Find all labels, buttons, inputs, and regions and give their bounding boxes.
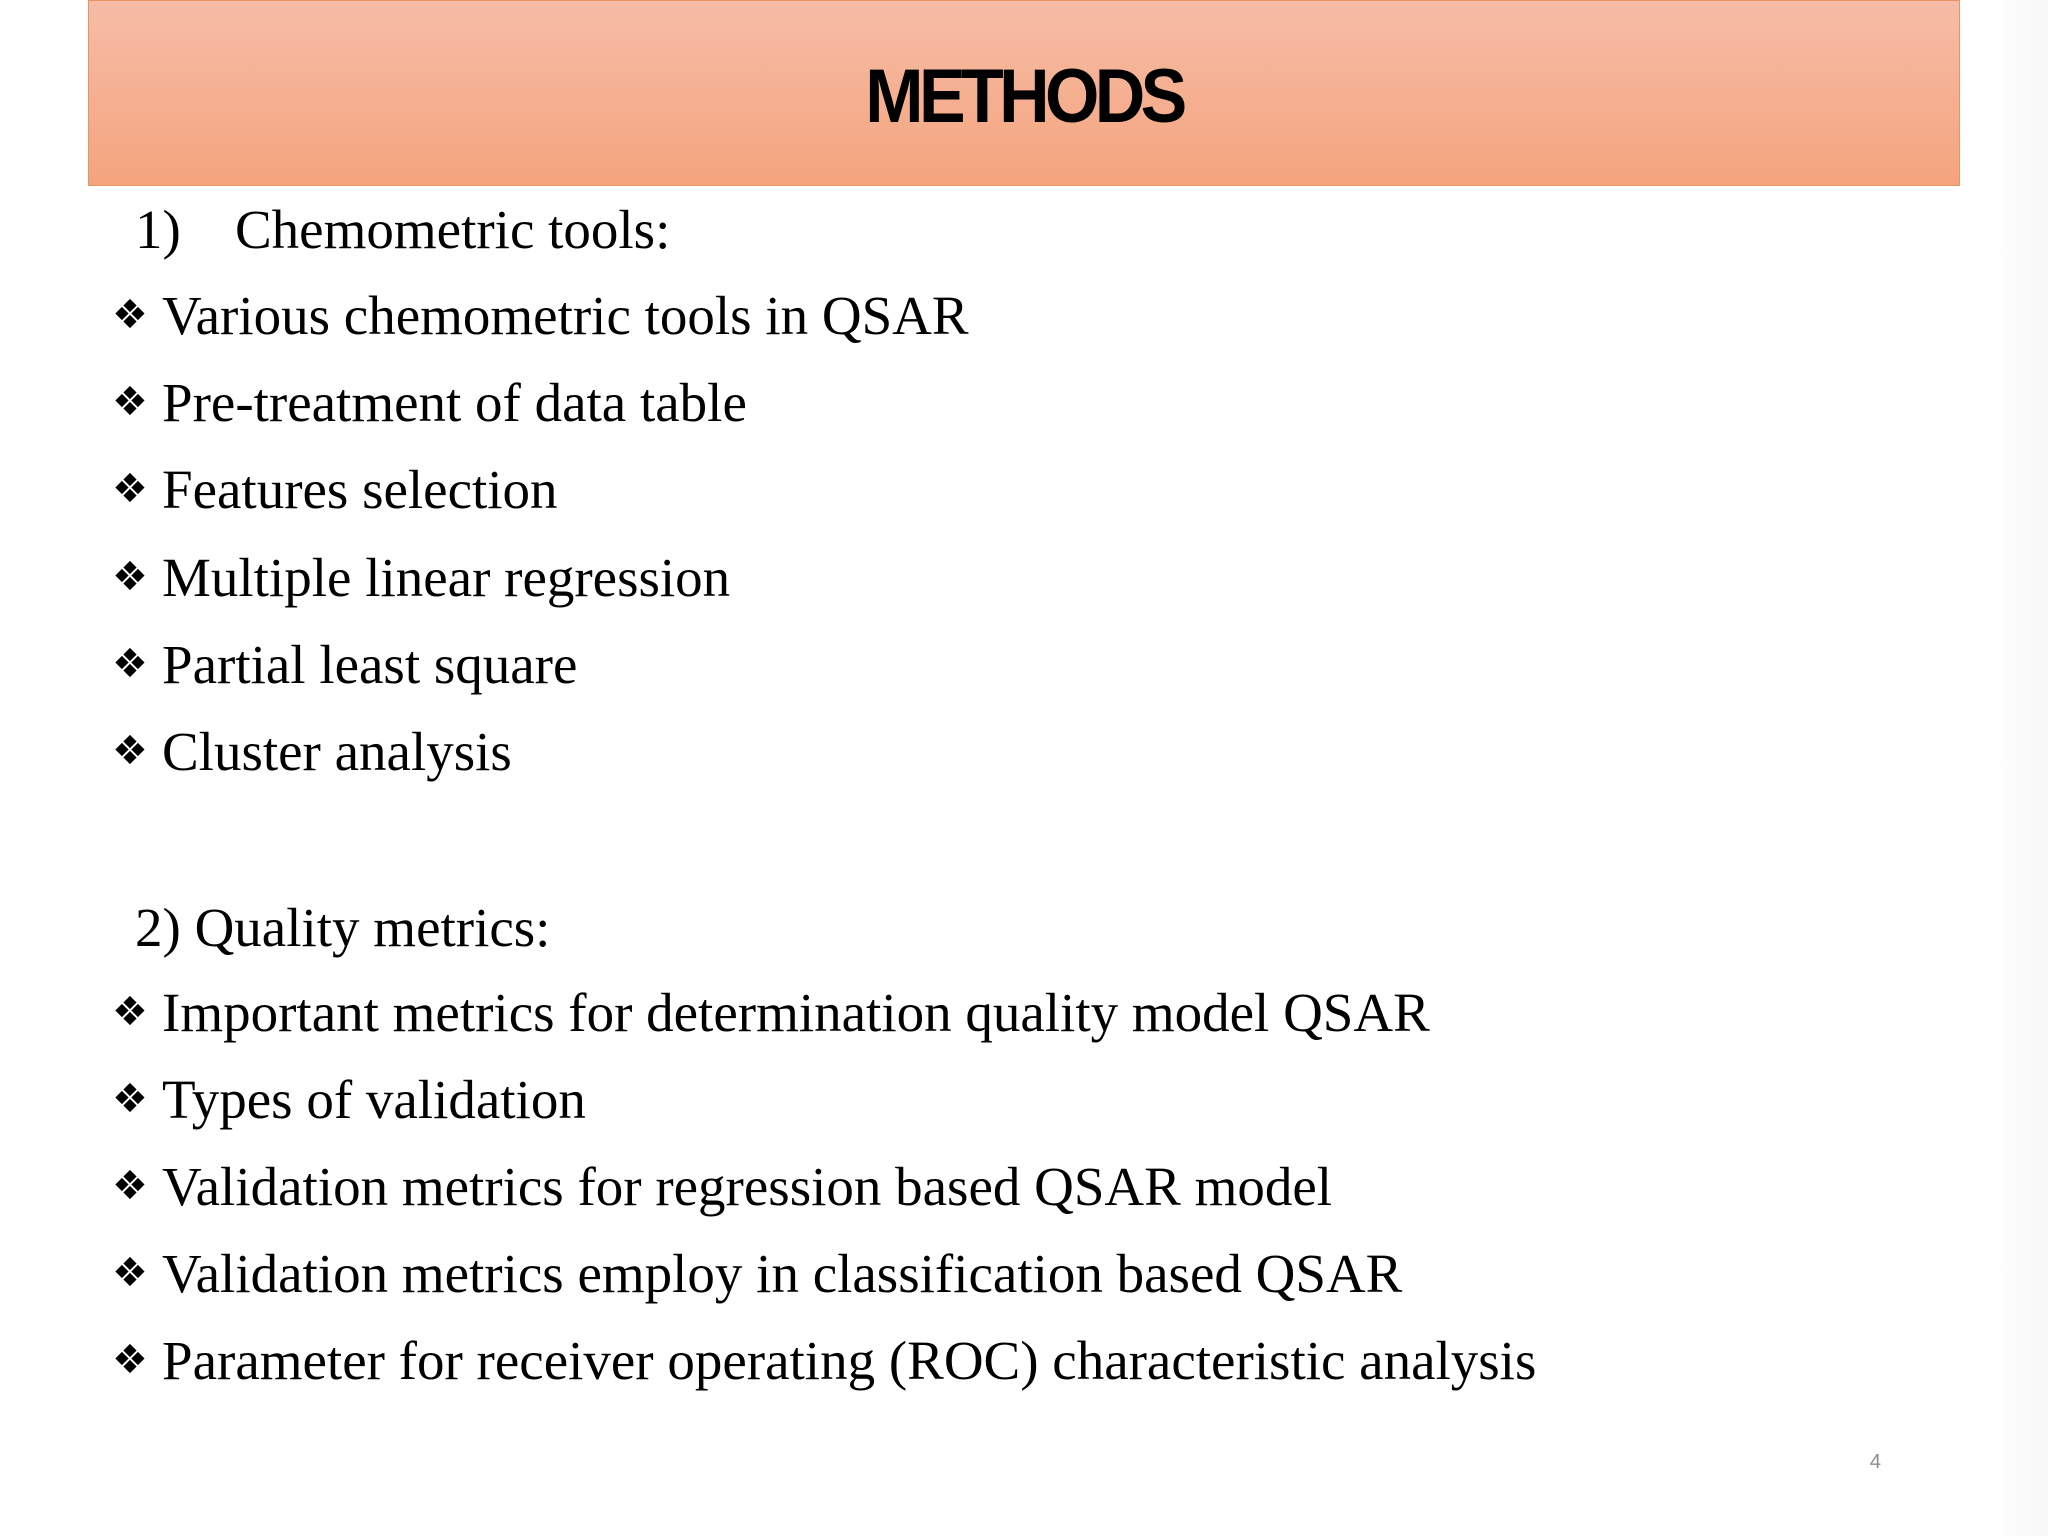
list-item-text: Validation metrics employ in classification based QSAR: [162, 1243, 1403, 1304]
list-item-text: Cluster analysis: [162, 721, 512, 782]
diamond-bullet-icon: ❖: [112, 292, 148, 338]
diamond-bullet-icon: ❖: [112, 1337, 148, 1383]
diamond-bullet-icon: ❖: [112, 641, 148, 687]
section-heading-quality-metrics: 2) Quality metrics:: [135, 897, 551, 958]
list-item-text: Important metrics for determination quality model QSAR: [162, 982, 1430, 1043]
list-item: [112, 1330, 1537, 1391]
list-item: [112, 372, 747, 433]
slide-edge-shadow: [1988, 0, 2048, 1536]
list-item: [112, 982, 1430, 1043]
list-item-text: Parameter for receiver operating (ROC) characteristic analysis: [162, 1330, 1537, 1391]
list-item: [112, 1243, 1403, 1304]
title-bar: [88, 0, 1960, 186]
list-item: [112, 721, 512, 782]
list-item: [112, 547, 731, 608]
list-item-text: Partial least square: [162, 634, 578, 695]
list-item: [112, 1069, 586, 1130]
diamond-bullet-icon: ❖: [112, 379, 148, 425]
list-item: [112, 285, 969, 346]
section-number: 1): [135, 199, 181, 260]
slide-title: METHODS: [865, 54, 1183, 139]
section-heading-chemometric-tools: [135, 199, 671, 260]
list-item-text: Multiple linear regression: [162, 547, 731, 608]
list-item-text: Various chemometric tools in QSAR: [162, 285, 969, 346]
diamond-bullet-icon: ❖: [112, 466, 148, 512]
section-heading-text: Chemometric tools:: [235, 199, 671, 260]
page-number: 4: [1869, 1451, 1881, 1473]
diamond-bullet-icon: ❖: [112, 1163, 148, 1209]
list-item-text: Validation metrics for regression based QSAR model: [162, 1156, 1333, 1217]
diamond-bullet-icon: ❖: [112, 1250, 148, 1296]
diamond-bullet-icon: ❖: [112, 989, 148, 1035]
diamond-bullet-icon: ❖: [112, 1076, 148, 1122]
diamond-bullet-icon: ❖: [112, 728, 148, 774]
list-item-text: Pre-treatment of data table: [162, 372, 747, 433]
list-item-text: Features selection: [162, 459, 558, 520]
diamond-bullet-icon: ❖: [112, 554, 148, 600]
list-item: [112, 634, 578, 695]
list-item-text: Types of validation: [162, 1069, 586, 1130]
list-item: [112, 1156, 1333, 1217]
list-item: [112, 459, 558, 520]
